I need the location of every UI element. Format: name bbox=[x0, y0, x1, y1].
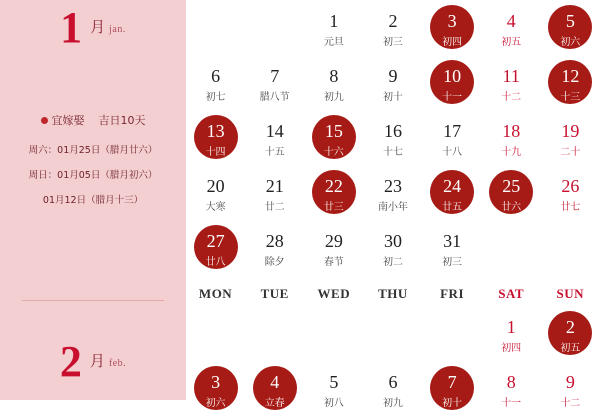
day-cell[interactable] bbox=[541, 308, 600, 363]
day-lunar-label: 初九 bbox=[382, 398, 403, 409]
day-lunar-label: 十四 bbox=[205, 147, 226, 158]
day-cell[interactable] bbox=[482, 308, 541, 363]
weekday-label-thu: THU bbox=[378, 286, 408, 301]
day-lunar-label: 二十 bbox=[560, 147, 581, 158]
day-cell-empty bbox=[245, 308, 304, 363]
day-cell-empty bbox=[304, 308, 363, 363]
day-lunar-label: 十五 bbox=[264, 147, 285, 158]
day-lunar-label: 大寒 bbox=[205, 202, 226, 213]
day-cell[interactable] bbox=[245, 222, 304, 277]
day-lunar-label: 十三 bbox=[560, 92, 581, 103]
day-cell[interactable] bbox=[186, 57, 245, 112]
day-number: 9 bbox=[388, 66, 398, 86]
day-number: 26 bbox=[561, 176, 580, 196]
day-cell[interactable] bbox=[541, 363, 600, 418]
weekday-label-wed: WED bbox=[317, 286, 351, 301]
weekday-label-tue: TUE bbox=[260, 286, 289, 301]
weekday-header-row bbox=[186, 286, 600, 302]
day-cell[interactable] bbox=[304, 2, 363, 57]
day-lunar-label: 春节 bbox=[323, 257, 344, 268]
day-cell[interactable] bbox=[304, 112, 363, 167]
day-number: 14 bbox=[265, 121, 284, 141]
right-panel bbox=[186, 0, 600, 409]
day-lunar-label: 廿八 bbox=[205, 257, 226, 268]
day-number: 12 bbox=[561, 66, 580, 86]
auspicious-notes bbox=[0, 112, 186, 217]
day-cell[interactable] bbox=[363, 112, 422, 167]
day-cell[interactable] bbox=[304, 57, 363, 112]
month-header-february bbox=[0, 337, 186, 386]
day-cell[interactable] bbox=[186, 167, 245, 222]
day-lunar-label: 初七 bbox=[205, 92, 226, 103]
day-lunar-label: 南小年 bbox=[377, 202, 408, 213]
month-header-january bbox=[0, 3, 186, 52]
day-cell[interactable] bbox=[304, 222, 363, 277]
notes-heading-count: 吉日10天 bbox=[98, 114, 146, 127]
day-lunar-label: 廿二 bbox=[264, 202, 285, 213]
month-label-cn: 月 bbox=[90, 18, 106, 36]
note-line: 01月12日（腊月十三） bbox=[42, 195, 144, 206]
day-cell-empty bbox=[245, 2, 304, 57]
weekday-label-mon: MON bbox=[198, 286, 233, 301]
day-number: 1 bbox=[506, 317, 516, 337]
day-cell[interactable] bbox=[363, 222, 422, 277]
day-number: 24 bbox=[443, 176, 462, 196]
day-lunar-label: 初九 bbox=[323, 92, 344, 103]
day-cell[interactable] bbox=[304, 363, 363, 418]
day-number: 11 bbox=[502, 66, 520, 86]
day-lunar-label: 初四 bbox=[442, 37, 463, 48]
day-cell[interactable] bbox=[363, 167, 422, 222]
month-number: 1 bbox=[60, 3, 83, 52]
day-number: 4 bbox=[270, 372, 280, 392]
day-cell[interactable] bbox=[186, 222, 245, 277]
day-number: 2 bbox=[565, 317, 575, 337]
day-number: 2 bbox=[388, 11, 398, 31]
day-cell-empty bbox=[541, 222, 600, 277]
day-cell-empty bbox=[423, 308, 482, 363]
day-lunar-label: 初四 bbox=[501, 343, 522, 354]
day-cell[interactable] bbox=[363, 57, 422, 112]
day-number: 8 bbox=[329, 66, 339, 86]
day-lunar-label: 除夕 bbox=[264, 257, 285, 268]
month-label-group bbox=[90, 353, 126, 371]
notes-heading bbox=[0, 112, 186, 128]
day-number: 27 bbox=[206, 231, 225, 251]
february-day-grid bbox=[186, 308, 600, 418]
day-lunar-label: 廿七 bbox=[560, 202, 581, 213]
day-number: 10 bbox=[443, 66, 462, 86]
day-cell[interactable] bbox=[186, 112, 245, 167]
day-lunar-label: 十七 bbox=[382, 147, 403, 158]
red-dot-icon bbox=[41, 117, 48, 124]
day-number: 25 bbox=[502, 176, 521, 196]
day-number: 19 bbox=[561, 121, 580, 141]
weekday-label-fri: FRI bbox=[440, 286, 464, 301]
day-cell[interactable] bbox=[541, 167, 600, 222]
day-lunar-label: 初八 bbox=[323, 398, 344, 409]
day-cell[interactable] bbox=[482, 363, 541, 418]
day-lunar-label: 十一 bbox=[501, 398, 522, 409]
day-cell[interactable] bbox=[423, 167, 482, 222]
day-cell[interactable] bbox=[482, 2, 541, 57]
day-cell[interactable] bbox=[245, 57, 304, 112]
day-cell[interactable] bbox=[541, 57, 600, 112]
day-cell[interactable] bbox=[186, 363, 245, 418]
day-number: 8 bbox=[506, 372, 516, 392]
day-lunar-label: 初三 bbox=[442, 257, 463, 268]
day-number: 4 bbox=[506, 11, 516, 31]
day-number: 5 bbox=[565, 11, 575, 31]
day-number: 17 bbox=[443, 121, 462, 141]
day-lunar-label: 初五 bbox=[560, 343, 581, 354]
day-cell[interactable] bbox=[541, 112, 600, 167]
day-lunar-label: 初六 bbox=[560, 37, 581, 48]
day-cell[interactable] bbox=[304, 167, 363, 222]
notes-heading-label: 宜嫁娶 bbox=[51, 114, 85, 127]
day-lunar-label: 十八 bbox=[442, 147, 463, 158]
day-cell[interactable] bbox=[423, 363, 482, 418]
month-label-en: jan. bbox=[109, 24, 126, 35]
day-number: 6 bbox=[388, 372, 398, 392]
day-number: 5 bbox=[329, 372, 339, 392]
day-number: 21 bbox=[265, 176, 284, 196]
january-day-grid bbox=[186, 2, 600, 277]
day-number: 3 bbox=[211, 372, 221, 392]
day-cell[interactable] bbox=[541, 2, 600, 57]
month-number: 2 bbox=[59, 337, 82, 386]
day-cell[interactable] bbox=[363, 2, 422, 57]
day-lunar-label: 初六 bbox=[205, 398, 226, 409]
day-lunar-label: 十九 bbox=[501, 147, 522, 158]
day-number: 28 bbox=[265, 231, 284, 251]
month-label-en: feb. bbox=[108, 358, 127, 369]
day-number: 1 bbox=[329, 11, 339, 31]
day-number: 31 bbox=[443, 231, 462, 251]
day-lunar-label: 初五 bbox=[501, 37, 522, 48]
section-divider bbox=[22, 300, 164, 301]
day-cell[interactable] bbox=[482, 57, 541, 112]
day-lunar-label: 腊八节 bbox=[259, 92, 290, 103]
day-cell[interactable] bbox=[423, 2, 482, 57]
day-lunar-label: 元旦 bbox=[323, 37, 344, 48]
day-cell-empty bbox=[186, 308, 245, 363]
note-line: 周日：01月05日（腊月初六） bbox=[28, 170, 158, 181]
month-label-group bbox=[90, 19, 126, 37]
weekday-label-sat: SAT bbox=[498, 286, 525, 301]
day-number: 29 bbox=[324, 231, 343, 251]
day-lunar-label: 廿六 bbox=[501, 202, 522, 213]
day-number: 16 bbox=[383, 121, 402, 141]
day-lunar-label: 廿三 bbox=[323, 202, 344, 213]
day-lunar-label: 立春 bbox=[264, 398, 285, 409]
day-number: 18 bbox=[502, 121, 521, 141]
day-number: 30 bbox=[383, 231, 402, 251]
day-number: 9 bbox=[565, 372, 575, 392]
day-cell[interactable] bbox=[245, 363, 304, 418]
day-cell[interactable] bbox=[245, 167, 304, 222]
day-lunar-label: 十二 bbox=[560, 398, 581, 409]
day-cell[interactable] bbox=[363, 363, 422, 418]
day-lunar-label: 初二 bbox=[382, 257, 403, 268]
weekday-label-sun: SUN bbox=[556, 286, 585, 301]
day-number: 20 bbox=[206, 176, 225, 196]
day-number: 15 bbox=[324, 121, 343, 141]
day-number: 6 bbox=[211, 66, 221, 86]
day-cell[interactable] bbox=[245, 112, 304, 167]
day-cell[interactable] bbox=[482, 112, 541, 167]
day-lunar-label: 初十 bbox=[442, 398, 463, 409]
day-cell[interactable] bbox=[423, 222, 482, 277]
day-cell-empty bbox=[482, 222, 541, 277]
day-cell[interactable] bbox=[482, 167, 541, 222]
day-lunar-label: 廿五 bbox=[442, 202, 463, 213]
day-lunar-label: 十一 bbox=[442, 92, 463, 103]
day-cell-empty bbox=[186, 2, 245, 57]
day-lunar-label: 十二 bbox=[501, 92, 522, 103]
day-cell[interactable] bbox=[423, 112, 482, 167]
day-number: 7 bbox=[447, 372, 457, 392]
left-panel bbox=[0, 0, 186, 400]
day-number: 13 bbox=[206, 121, 225, 141]
day-lunar-label: 初十 bbox=[382, 92, 403, 103]
day-lunar-label: 十六 bbox=[323, 147, 344, 158]
day-number: 23 bbox=[383, 176, 402, 196]
note-line: 周六：01月25日（腊月廿六） bbox=[28, 145, 158, 156]
month-label-cn: 月 bbox=[89, 352, 105, 370]
day-number: 7 bbox=[270, 66, 280, 86]
day-cell[interactable] bbox=[423, 57, 482, 112]
day-number: 22 bbox=[324, 176, 343, 196]
day-lunar-label: 初三 bbox=[382, 37, 403, 48]
day-cell-empty bbox=[363, 308, 422, 363]
day-number: 3 bbox=[447, 11, 457, 31]
